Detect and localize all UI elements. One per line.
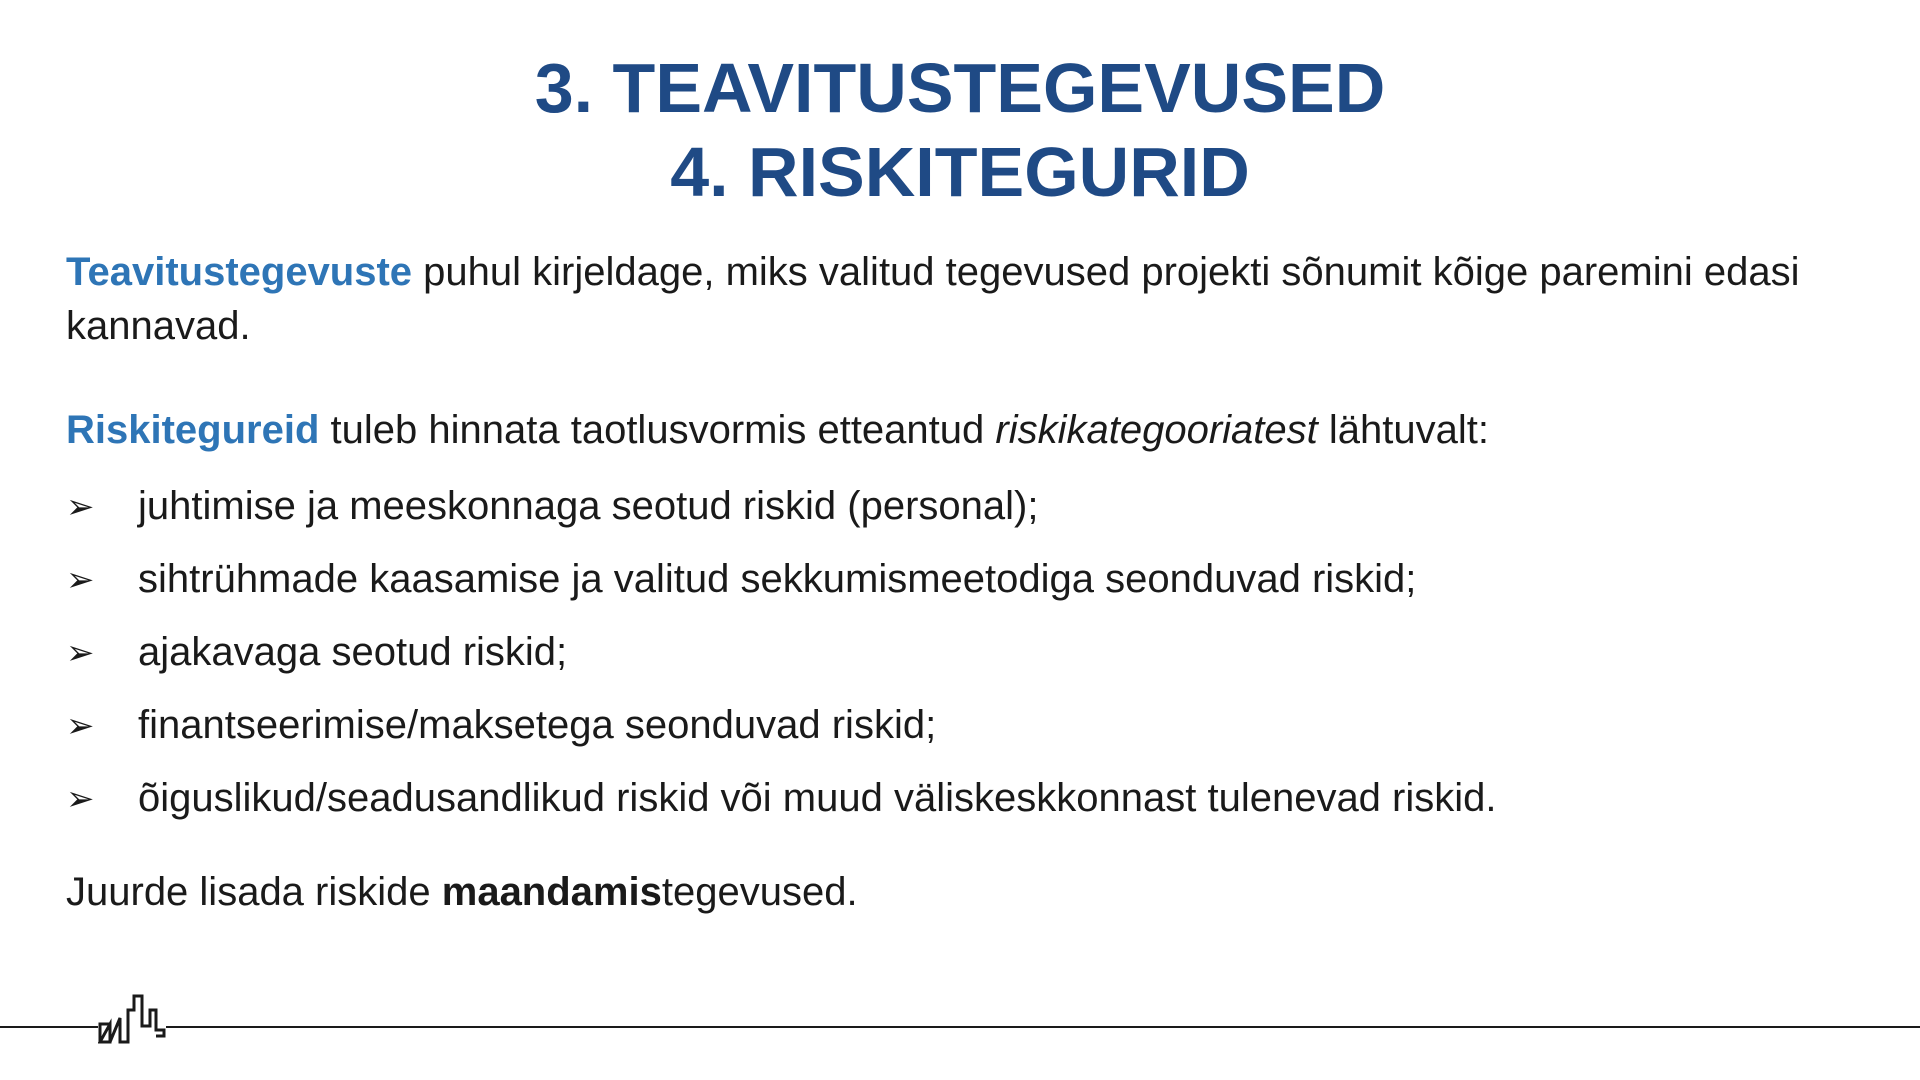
highlight-riskitegureid: Riskitegureid (66, 408, 320, 452)
slide-body (66, 245, 1856, 919)
list-item (66, 543, 1856, 616)
paragraph-teavitustegevused (66, 245, 1856, 353)
paragraph3-text-a: Juurde lisada riskide (66, 870, 442, 914)
title-line-1: 3. TEAVITUSTEGEVUSED (534, 49, 1386, 127)
list-item (66, 470, 1856, 543)
list-item (66, 689, 1856, 762)
list-item (66, 616, 1856, 689)
list-item-text: juhtimise ja meeskonnaga seotud riskid (personal); (138, 484, 1039, 528)
paragraph2-text-a: tuleb hinnata taotlusvormis etteantud (319, 408, 996, 452)
list-item-text: ajakavaga seotud riskid; (138, 630, 568, 674)
arrowhead-bullet-icon: ➢ (66, 632, 95, 673)
arrowhead-bullet-icon: ➢ (66, 486, 95, 527)
risk-category-list (66, 470, 1856, 835)
city-skyline-logo-icon (98, 988, 166, 1044)
arrowhead-bullet-icon: ➢ (66, 778, 95, 819)
arrowhead-bullet-icon: ➢ (66, 559, 95, 600)
title-line-2: 4. RISKITEGURID (670, 133, 1250, 211)
list-item (66, 762, 1856, 835)
list-item-text: finantseerimise/maksetega seonduvad riskid; (138, 703, 937, 747)
paragraph2-text-b: lähtuvalt: (1317, 408, 1489, 452)
paragraph-riskitegurid (66, 403, 1856, 457)
paragraph3-text-b: tegevused. (661, 870, 858, 914)
arrowhead-bullet-icon: ➢ (66, 705, 95, 746)
paragraph3-bold: maandamis (441, 870, 662, 914)
paragraph1-text: puhul kirjeldage, miks valitud tegevused projekti sõnumit kõige paremini edasi kannavad. (66, 250, 1800, 348)
list-item-text: sihtrühmade kaasamise ja valitud sekkumismeetodiga seonduvad riskid; (138, 557, 1417, 601)
list-item-text: õiguslikud/seadusandlikud riskid või muud väliskeskkonnast tulenevad riskid. (138, 776, 1497, 820)
highlight-teavitustegevuste: Teavitustegevuste (66, 250, 413, 294)
footer-divider (0, 1026, 1920, 1028)
paragraph2-italic: riskikategooriatest (995, 408, 1318, 452)
slide-title (0, 46, 1920, 214)
paragraph-maandamistegevused (66, 865, 1856, 919)
